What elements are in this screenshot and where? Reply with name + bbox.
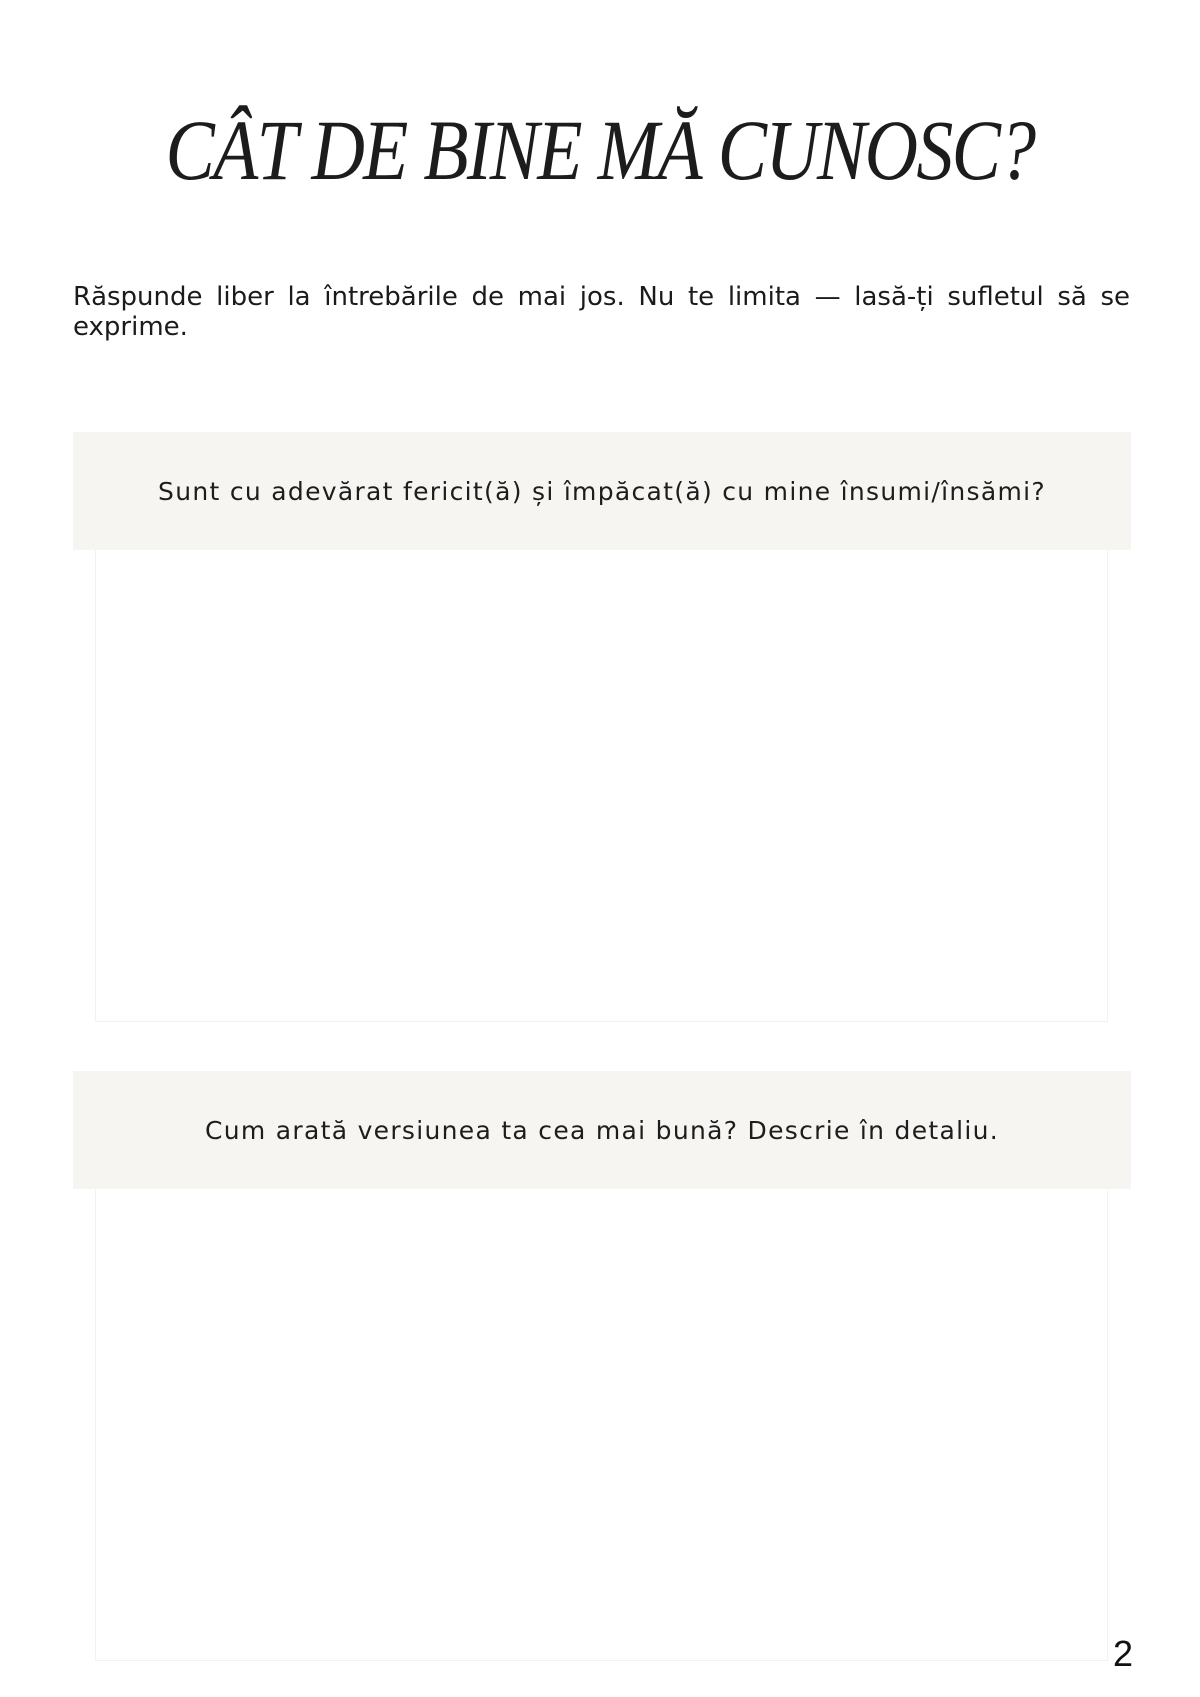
question-1-bar <box>73 432 1131 550</box>
page-title: CÂT DE BINE MĂ CUNOSC? <box>165 102 1035 198</box>
question-2-bar <box>73 1071 1131 1189</box>
intro-text: Răspunde liber la întrebările de mai jos. Nu te limita — lasă-ți sufletul să se exprime. <box>73 282 1130 342</box>
question-1-label: Sunt cu adevărat fericit(ă) și împăcat(ă) cu mine însumi/însămi? <box>158 476 1046 506</box>
answer-1-area[interactable] <box>95 550 1108 1022</box>
question-2-label: Cum arată versiunea ta cea mai bună? Descrie în detaliu. <box>204 1115 999 1145</box>
answer-2-area[interactable] <box>95 1189 1108 1661</box>
page-number: 2 <box>1112 1633 1133 1674</box>
